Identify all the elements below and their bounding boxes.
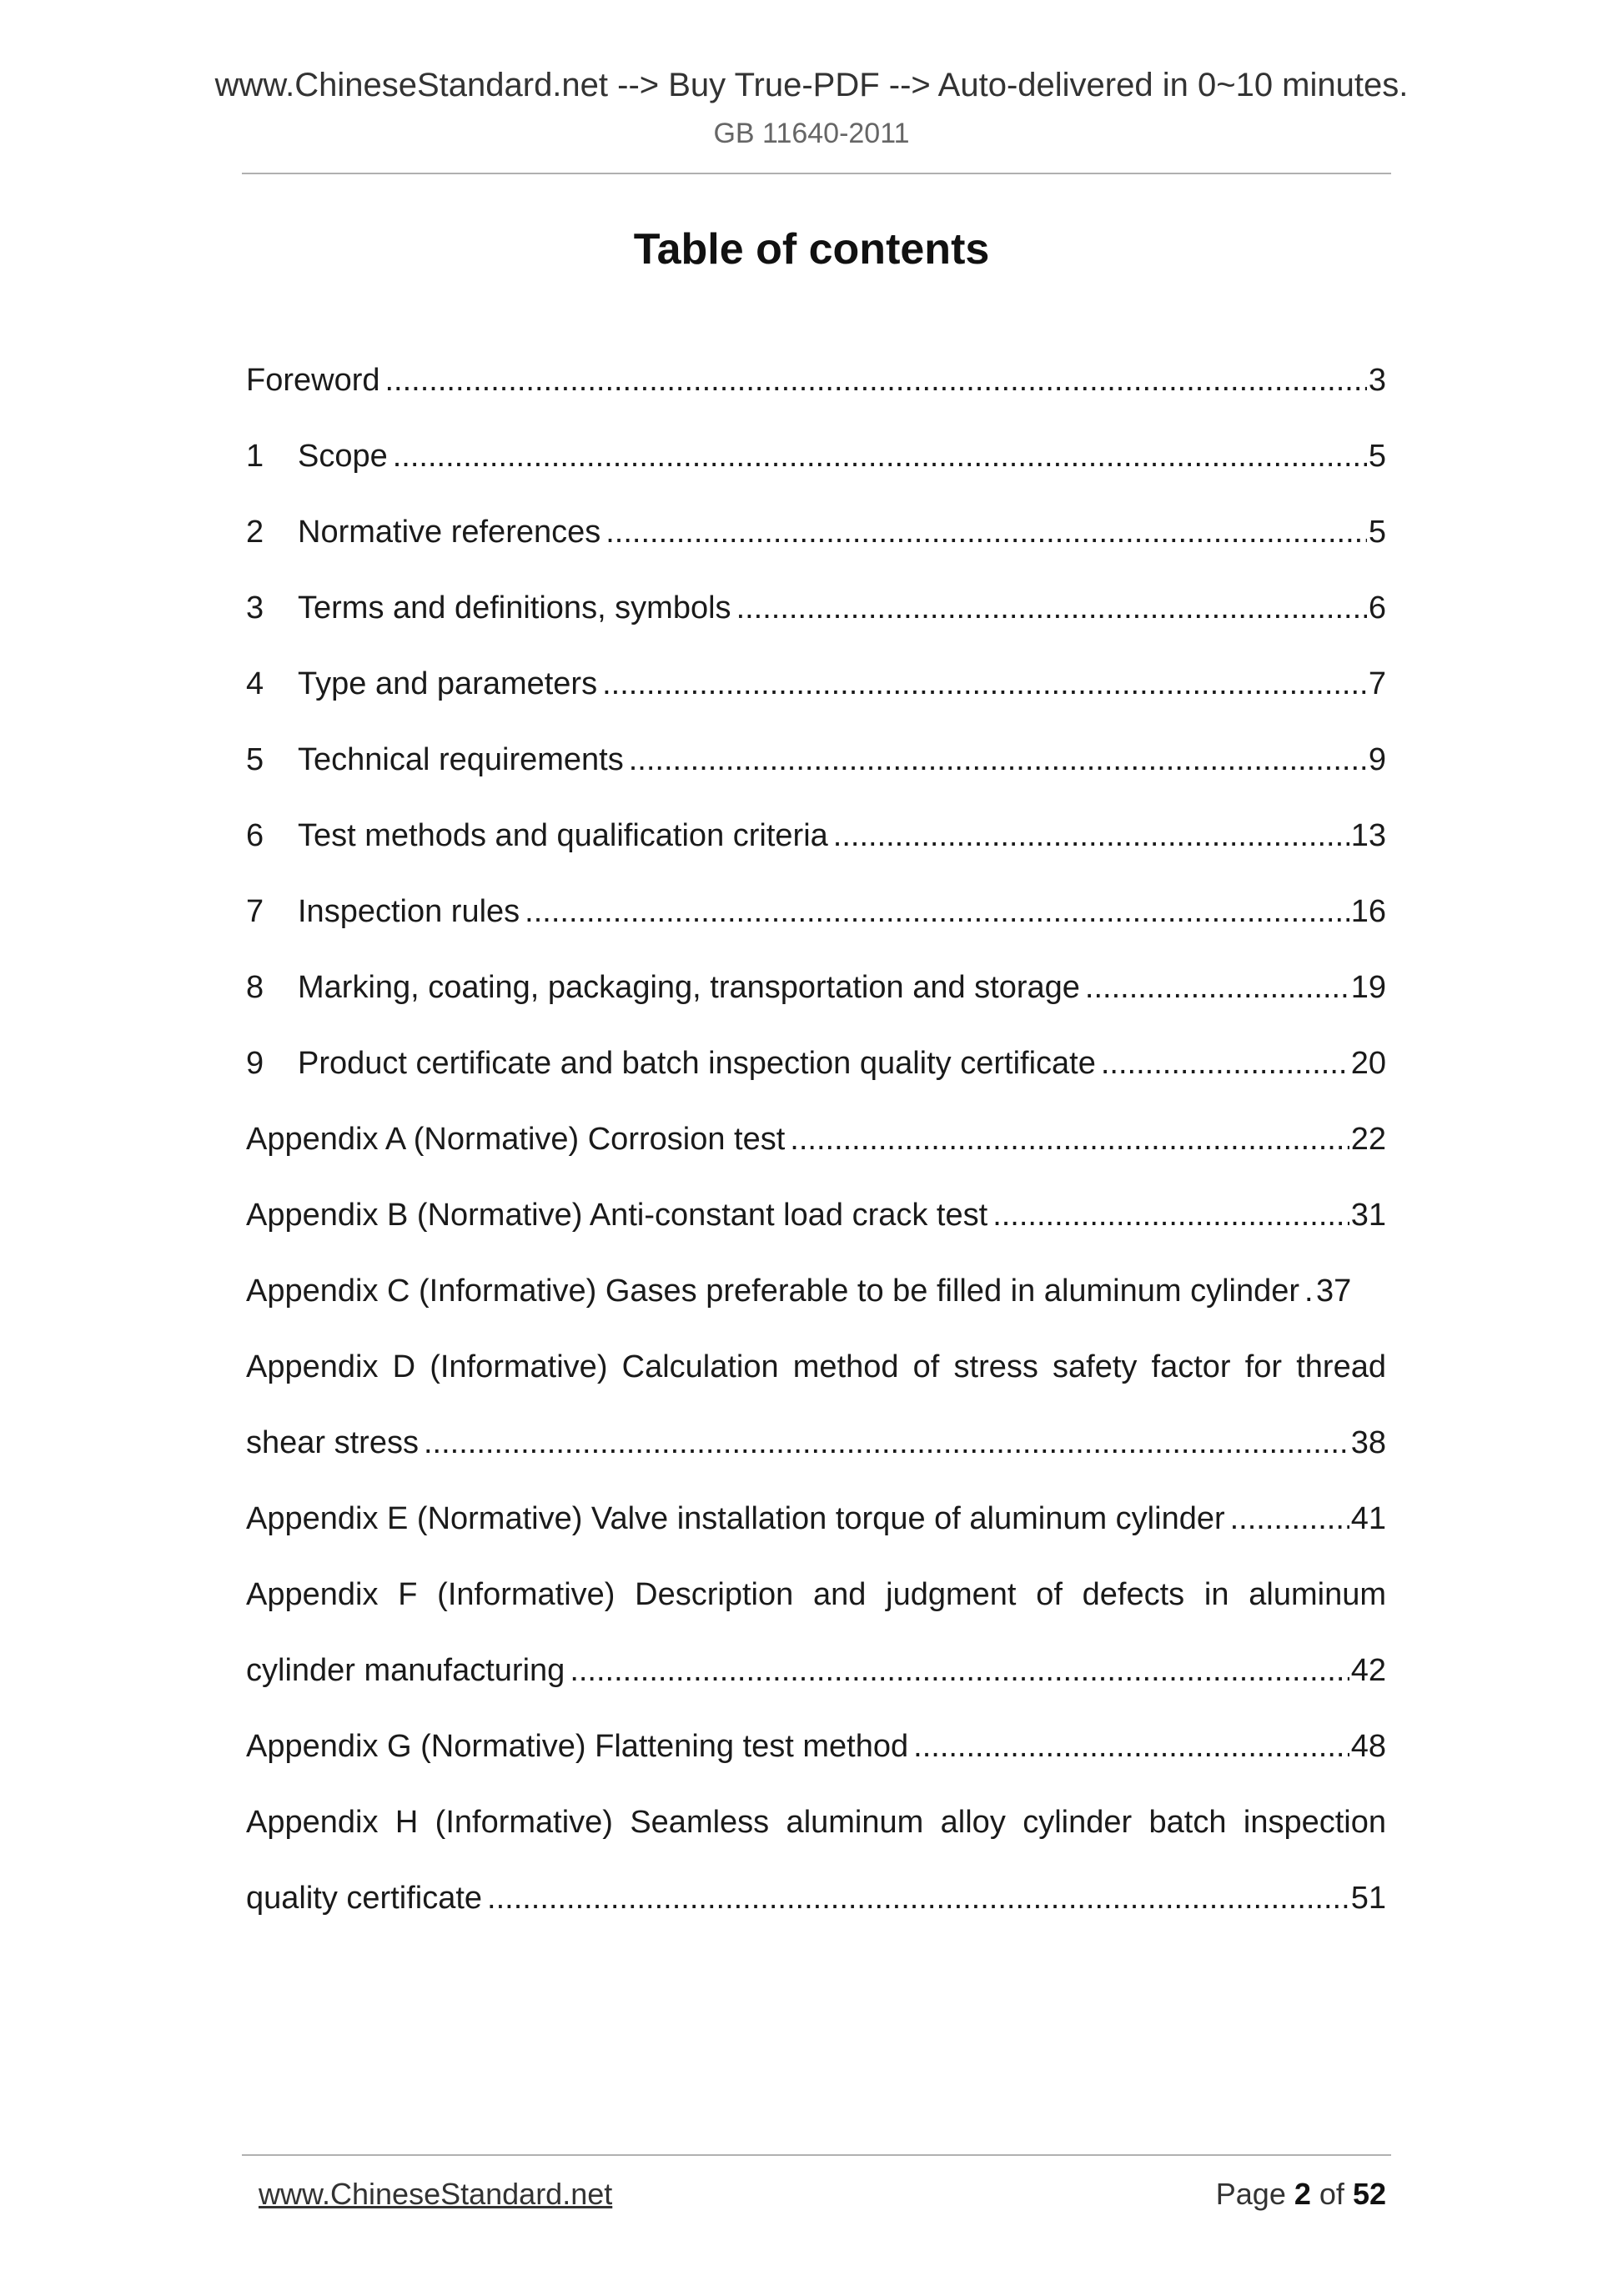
- dot-leader: [525, 892, 1349, 931]
- toc-page-number: 38: [1350, 1424, 1386, 1460]
- page-prefix: Page: [1215, 2177, 1286, 2211]
- toc-entry-text: Appendix E (Normative) Valve installation torque of aluminum cylinder: [246, 1500, 1225, 1536]
- toc-page-number: 7: [1368, 666, 1386, 701]
- toc-entry-text: Appendix H (Informative) Seamless aluminum alloy cylinder batch inspection: [246, 1804, 1386, 1840]
- toc-entry-text: Appendix C (Informative) Gases preferable to be filled in aluminum cylinder: [246, 1273, 1300, 1309]
- toc-entry-scope[interactable]: [246, 418, 1386, 494]
- dot-leader: [629, 741, 1367, 779]
- table-of-contents: [246, 342, 1386, 1936]
- toc-page-number: 3: [1368, 362, 1386, 398]
- toc-entry-text: Normative references: [298, 514, 601, 550]
- dot-leader: [790, 1120, 1349, 1158]
- toc-entry-appendix-f[interactable]: [246, 1556, 1386, 1632]
- dot-leader: [424, 1424, 1349, 1462]
- toc-page-number: 41: [1350, 1500, 1386, 1536]
- toc-entry-text: Foreword: [246, 362, 380, 398]
- toc-page-number: 22: [1350, 1121, 1386, 1157]
- toc-entry-normative-references[interactable]: [246, 494, 1386, 570]
- toc-section-number: 6: [246, 817, 264, 853]
- toc-page-number: 9: [1368, 741, 1386, 777]
- total-pages: 52: [1352, 2177, 1386, 2211]
- toc-entry-text: Marking, coating, packaging, transportation and storage: [298, 969, 1080, 1005]
- toc-entry-text: Appendix G (Normative) Flattening test method: [246, 1728, 909, 1764]
- toc-entry-foreword[interactable]: [246, 342, 1386, 418]
- dot-leader: [913, 1727, 1349, 1766]
- dot-leader: [736, 589, 1367, 627]
- toc-entry-appendix-d[interactable]: [246, 1329, 1386, 1404]
- toc-page-number: 16: [1350, 893, 1386, 929]
- toc-page-number: 6: [1368, 590, 1386, 625]
- toc-page-number: 20: [1350, 1045, 1386, 1081]
- toc-entry-text: Technical requirements: [298, 741, 624, 777]
- toc-entry-technical-requirements[interactable]: [246, 721, 1386, 797]
- dot-leader: [393, 437, 1367, 475]
- toc-entry-text: Appendix A (Normative) Corrosion test: [246, 1121, 786, 1157]
- dot-leader: [1101, 1044, 1349, 1083]
- toc-entry-terms-definitions[interactable]: [246, 570, 1386, 646]
- toc-entry-text-continued: shear stress: [246, 1424, 419, 1460]
- toc-section-number: 8: [246, 969, 264, 1005]
- toc-entry-text: Type and parameters: [298, 666, 598, 701]
- dot-leader: [605, 513, 1367, 551]
- toc-page-number: 51: [1350, 1880, 1386, 1916]
- toc-entry-test-methods[interactable]: [246, 797, 1386, 873]
- toc-page-number: 31: [1350, 1197, 1386, 1233]
- toc-page-number: 48: [1350, 1728, 1386, 1764]
- footer-website-link[interactable]: www.ChineseStandard.net: [259, 2177, 613, 2211]
- dot-leader: [602, 665, 1367, 703]
- toc-page-number: 42: [1350, 1652, 1386, 1688]
- toc-entry-text-continued: cylinder manufacturing: [246, 1652, 565, 1688]
- dot-leader: [570, 1651, 1349, 1690]
- header-divider: [242, 173, 1391, 174]
- toc-page-number: 13: [1350, 817, 1386, 853]
- toc-page-number: 19: [1350, 969, 1386, 1005]
- dot-leader: [833, 816, 1349, 855]
- toc-entry-text: Inspection rules: [298, 893, 520, 929]
- toc-entry-appendix-a[interactable]: [246, 1101, 1386, 1177]
- toc-entry-appendix-f-continued[interactable]: [246, 1632, 1386, 1708]
- toc-section-number: 2: [246, 514, 264, 550]
- dot-leader: [385, 361, 1367, 399]
- toc-entry-marking-packaging[interactable]: [246, 949, 1386, 1025]
- toc-section-number: 4: [246, 666, 264, 701]
- toc-entry-appendix-b[interactable]: [246, 1177, 1386, 1253]
- toc-entry-product-certificate[interactable]: [246, 1025, 1386, 1101]
- dot-leader: [992, 1196, 1349, 1234]
- header-banner: www.ChineseStandard.net --> Buy True-PDF --> Auto-delivered in 0~10 minutes.: [214, 67, 1409, 103]
- page-of: of: [1319, 2177, 1344, 2211]
- toc-entry-appendix-c[interactable]: [246, 1253, 1386, 1329]
- toc-entry-text: Test methods and qualification criteria: [298, 817, 828, 853]
- toc-entry-text: Appendix B (Normative) Anti-constant load crack test: [246, 1197, 988, 1233]
- toc-section-number: 5: [246, 741, 264, 777]
- toc-entry-appendix-g[interactable]: [246, 1708, 1386, 1784]
- toc-page-number: 5: [1368, 438, 1386, 474]
- toc-entry-text: Appendix F (Informative) Description and judgment of defects in aluminum: [246, 1576, 1386, 1612]
- toc-entry-text: Appendix D (Informative) Calculation method of stress safety factor for thread: [246, 1349, 1386, 1384]
- dot-leader: [1085, 968, 1349, 1007]
- toc-entry-appendix-e[interactable]: [246, 1480, 1386, 1556]
- dot-leader: [1230, 1500, 1349, 1538]
- toc-entry-text: Scope: [298, 438, 388, 474]
- toc-page-number: 37: [1316, 1273, 1352, 1309]
- toc-entry-type-parameters[interactable]: [246, 646, 1386, 721]
- dot-leader: [1304, 1272, 1314, 1310]
- toc-section-number: 3: [246, 590, 264, 625]
- page-title: Table of contents: [633, 225, 990, 274]
- footer-divider: [242, 2154, 1391, 2156]
- toc-entry-appendix-d-continued[interactable]: [246, 1404, 1386, 1480]
- toc-entry-text: Terms and definitions, symbols: [298, 590, 731, 625]
- toc-section-number: 7: [246, 893, 264, 929]
- toc-entry-appendix-h[interactable]: [246, 1784, 1386, 1860]
- dot-leader: [487, 1879, 1349, 1917]
- toc-entry-text-continued: quality certificate: [246, 1880, 483, 1916]
- toc-entry-appendix-h-continued[interactable]: [246, 1860, 1386, 1936]
- toc-entry-text: Product certificate and batch inspection quality certificate: [298, 1045, 1096, 1081]
- toc-section-number: 1: [246, 438, 264, 474]
- toc-section-number: 9: [246, 1045, 264, 1081]
- toc-page-number: 5: [1368, 514, 1386, 550]
- page-number: [1216, 2176, 1386, 2213]
- toc-entry-inspection-rules[interactable]: [246, 873, 1386, 949]
- current-page: 2: [1294, 2177, 1311, 2211]
- standard-id: GB 11640-2011: [713, 118, 910, 149]
